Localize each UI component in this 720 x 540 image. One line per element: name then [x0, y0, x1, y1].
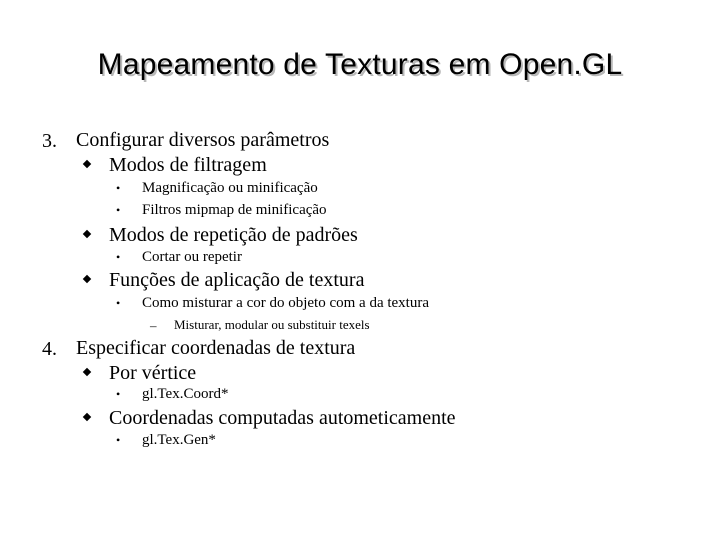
item-number: 4. — [42, 338, 57, 360]
diamond-bullet-icon — [83, 275, 91, 283]
bullet-text: Cortar ou repetir — [142, 249, 242, 265]
subitem-text: Modos de filtragem — [109, 154, 267, 176]
bullet-text: Filtros mipmap de minificação — [142, 202, 327, 218]
dot-bullet-icon: • — [116, 387, 121, 401]
subitem-text: Funções de aplicação de textura — [109, 269, 365, 291]
dot-bullet-icon: • — [116, 433, 121, 447]
item-number: 3. — [42, 130, 57, 152]
slide-title: Mapeamento de Texturas em Open.GL — [97, 48, 623, 81]
dash-bullet-icon: – — [150, 318, 157, 333]
diamond-bullet-icon — [83, 368, 91, 376]
item-text: Configurar diversos parâmetros — [76, 129, 330, 151]
dot-bullet-icon: • — [116, 250, 121, 264]
diamond-bullet-icon — [83, 160, 91, 168]
subitem-text: Coordenadas computadas autometicamente — [109, 407, 456, 429]
subitem-text: Modos de repetição de padrões — [109, 224, 358, 246]
diamond-bullet-icon — [83, 413, 91, 421]
bullet-text: Como misturar a cor do objeto com a da textura — [142, 295, 429, 311]
bullet-text: gl.Tex.Gen* — [142, 432, 216, 448]
diamond-bullet-icon — [83, 230, 91, 238]
bullet-text: Magnificação ou minificação — [142, 180, 318, 196]
dash-text: Misturar, modular ou substituir texels — [174, 317, 370, 332]
subitem-text: Por vértice — [109, 362, 197, 384]
dot-bullet-icon: • — [116, 296, 121, 310]
dot-bullet-icon: • — [116, 203, 121, 217]
item-text: Especificar coordenadas de textura — [76, 337, 356, 359]
dot-bullet-icon: • — [116, 181, 121, 195]
bullet-text: gl.Tex.Coord* — [142, 386, 229, 402]
